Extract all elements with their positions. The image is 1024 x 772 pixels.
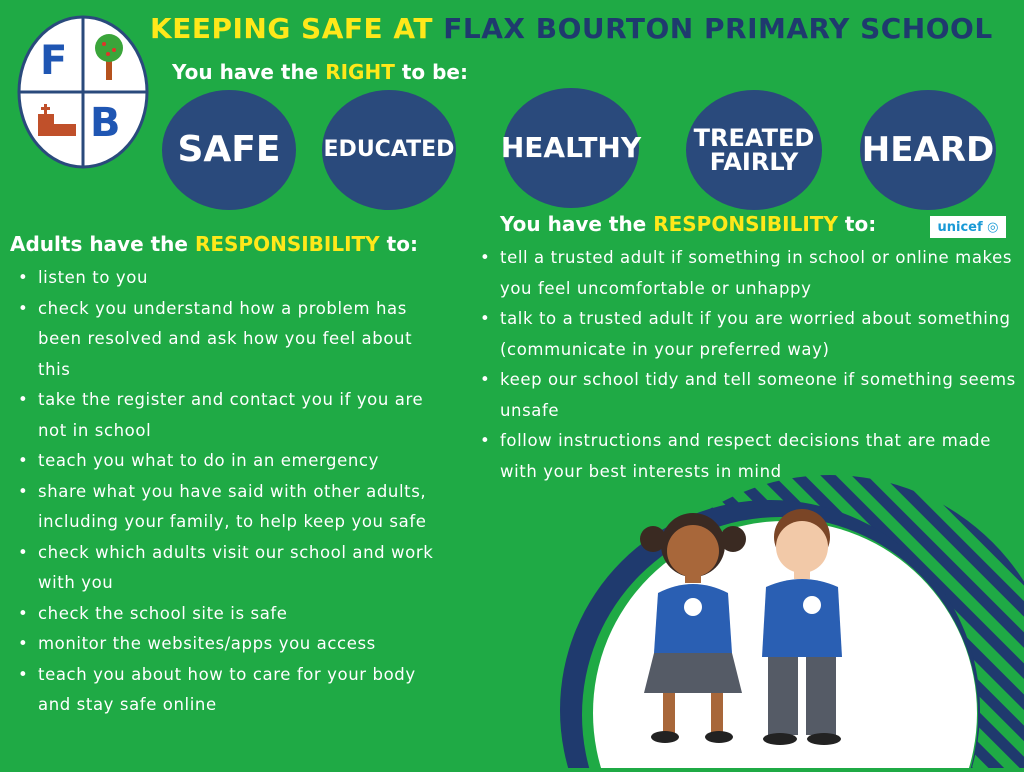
list-item: • listen to you	[10, 263, 450, 294]
children-illustration	[540, 475, 1024, 768]
list-item: • check you understand how a problem has been resolved and ask how you feel about this	[10, 294, 450, 386]
list-item: • share what you have said with other adults, including your family, to help keep you safe	[10, 477, 450, 538]
right-heard: HEARD	[860, 90, 996, 210]
logo-letter-f: F	[40, 38, 68, 84]
list-item: • teach you about how to care for your body and stay safe online	[10, 660, 450, 721]
adults-suffix: to:	[386, 232, 418, 256]
adults-prefix: Adults have the	[10, 232, 188, 256]
rights-heading	[172, 60, 468, 84]
right-treated-fairly: TREATED FAIRLY	[686, 90, 822, 210]
list-item: • take the register and contact you if you are not in school	[10, 385, 450, 446]
unicef-logo: unicef ◎	[930, 216, 1006, 238]
page-title	[150, 12, 993, 45]
list-item: • check which adults visit our school and work with you	[10, 538, 450, 599]
right-educated: EDUCATED	[322, 90, 456, 210]
logo-letter-b: B	[90, 100, 121, 146]
children-list	[472, 243, 1020, 487]
list-item: • keep our school tidy and tell someone if something seems unsafe	[472, 365, 1020, 426]
adults-list	[10, 263, 450, 721]
children-suffix: to:	[844, 212, 877, 236]
children-prefix: You have the	[500, 212, 647, 236]
adults-keyword: RESPONSIBILITY	[194, 232, 380, 256]
title-part1: KEEPING SAFE AT	[150, 12, 433, 45]
list-item: • tell a trusted adult if something in school or online makes you feel uncomfortable or unhappy	[472, 243, 1020, 304]
adults-heading	[10, 232, 418, 256]
rights-keyword: RIGHT	[325, 60, 395, 84]
children-keyword: RESPONSIBILITY	[653, 212, 838, 236]
list-item: • talk to a trusted adult if you are worried about something (communicate in your preferred way)	[472, 304, 1020, 365]
right-healthy: HEALTHY	[503, 88, 639, 208]
list-item: • check the school site is safe	[10, 599, 450, 630]
title-part2: FLAX BOURTON PRIMARY SCHOOL	[443, 12, 993, 45]
school-logo	[16, 14, 150, 170]
list-item: • follow instructions and respect decisions that are made with your best interests in mind	[472, 426, 1020, 487]
rights-suffix: to be:	[401, 60, 468, 84]
globe-icon: ◎	[987, 219, 999, 235]
rights-prefix: You have the	[172, 60, 319, 84]
list-item: • monitor the websites/apps you access	[10, 629, 450, 660]
children-heading	[500, 212, 876, 236]
list-item: • teach you what to do in an emergency	[10, 446, 450, 477]
right-safe: SAFE	[162, 90, 296, 210]
